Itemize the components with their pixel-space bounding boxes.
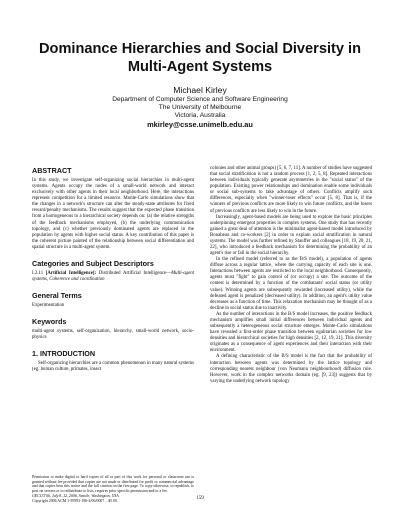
right-paragraph-1: colonies and other animal groups) [5, 6, 7, 11]. A number of studies have suggested that social stratification is not a random process [1, 2, 5, 8]. Repeated interactions between individuals typically generate asymmetries in the "social status" of the population. Existing power relationships and domination enable some individuals or social sub-systems to take advantage of others. Conflicts amplify such differences, especially when "winner-loser effects" occur [5, 8]. That is, if the winners of previous conflicts are more likely to win future conflicts, and the losers of previous conflicts are less likely to win in the future. [210, 166, 372, 214]
right-paragraph-4: As the number of interactions in the B/S model increases, the positive feedback mechanism amplifies small initial differences between individual agents and subsequently a heterogeneous social structure emerges. Monte-Carlo simulations have revealed a first-order phase transition between egalitarian societies for low densities and hierarchical societies for high densities [2, 12, 19, 21]. This diversity originates as a consequence of agent experiences and their interaction with their environment. [210, 311, 372, 354]
introduction-text: Self-organizing hierarchies are a common phenomenon in many natural systems (eg. human culture, primates, insect [32, 361, 194, 373]
page-number: 159 [196, 496, 204, 501]
general-terms-heading: General Terms [32, 291, 82, 301]
author-email: mkirley@csse.unimelb.edu.au [147, 120, 253, 130]
keywords-heading: Keywords [32, 317, 67, 327]
right-paragraph-2: Increasingly, agent-based models are being used to explore the basic principles underpinning emergent properties in complex systems. One study that has recently gained a great deal of attention is the minimalist agent-based model introduced by Bonabeau and co-workers [2] in order to explain social stratification in natural systems. The model was further refined by Stauffer and colleagues [18, 19, 20, 21, 22], who introduced a feedback mechanism for determining the probability of an agent's rise or fall in the social hierarchy. [210, 214, 372, 257]
abstract-text: In this study, we investigate self-organizing social hierarchies in multi-agent systems. Agents occupy the nodes of a small-world network and interact exclusively with other agents in their local neighborhood. Here, the interactions represent competition for a limited resource. Monte-Carlo simulations show that the changes in a network's structure can alter the steady-state attributes for fixed reward/penalty mechanisms. The results suggest that the expected phase transition from a homogeneous to a hierarchical society depends on: (a) the relative strengths of the feedback mechanisms employed, (b) the underlying communication topology, and (c) whether previously dominated agents are replaced in the population by agents with higher social status. A key contribution of this paper is the coherent picture painted of the relationship between social differentiation and spatial structure in a multi-agent system. [32, 178, 194, 250]
categories-bold: [Artificial Intelligence]: [45, 270, 97, 276]
author-name: Michael Kirley [173, 85, 227, 95]
footnote-copyright: Copyright 2006 ACM 1-59593-186-4/06/0007 ...$5.00. [32, 498, 118, 503]
author-block [0, 85, 400, 129]
left-column [32, 166, 194, 373]
categories-code: I.2.11 [32, 270, 44, 276]
paper-title [0, 40, 400, 76]
categories-plain: Distributed Artificial Intelligence— [96, 270, 172, 276]
categories-italic: Multi-agent systems, Coherence and coordination [32, 270, 194, 283]
affiliation-line-3: Victoria, Australia [174, 112, 226, 120]
title-line-2: Multi-Agent Systems [127, 59, 273, 75]
title-line-1: Dominance Hierarchies and Social Diversity in [39, 41, 361, 57]
affiliation-line-2: The University of Melbourne [158, 103, 242, 111]
right-paragraph-5: A defining characteristic of the B/S model is the fact that the probability of interaction between agents was determined by the lattice topology and corresponding nearest neighbour (von Neumann neighbourhood) diffusion rule. However, work in the complex networks domain (eg. [9, 23]) suggests that by varying the underlying network topology [210, 354, 372, 384]
general-terms-text: Experimentation [32, 303, 65, 309]
categories-text [32, 271, 194, 283]
footnote-permission: Permission to make digital or hard copies of all or part of this work for personal or classroom use is granted without fee provided that copies are not made or distributed for profit or commercial advantage and that copies bear this notice and the full citation on the first page. To copy otherwise, to republish, to post on servers or to redistribute to lists, requires prior specific permission and/or a fee. [32, 475, 194, 494]
affiliation-line-1: Department of Computer Science and Software Engineering [112, 95, 288, 103]
categories-heading: Categories and Subject Descriptors [32, 258, 154, 268]
abstract-heading: ABSTRACT [32, 166, 72, 175]
right-column [210, 166, 372, 385]
keywords-text: multi-agent systems, self-organization, hierarchy, small-world network, socio-physics [32, 329, 194, 341]
footnote-conference: GECCO'06, July 8–12, 2006, Seattle, Washington, USA. [32, 493, 120, 498]
introduction-heading: 1. INTRODUCTION [32, 349, 96, 359]
right-paragraph-3: In the refined model (referred to as the B/S model), a population of agents diffuse across a regular lattice, where the carrying capacity of each site is one. Interactions between agents are restricted to the local neighborhood. Consequently, agents must "fight" to gain control of (or occupy) a site. The outcome of the contest is determined by a function of the combatants' social status (or utility value). Winning agents are subsequently rewarded (increased utility), while the defeated agent is penalized (decreased utility). In addition, an agent's utility value decreases as a function of time. This relaxation mechanism may be thought of as a decline in social status due to inactivity. [210, 257, 372, 311]
